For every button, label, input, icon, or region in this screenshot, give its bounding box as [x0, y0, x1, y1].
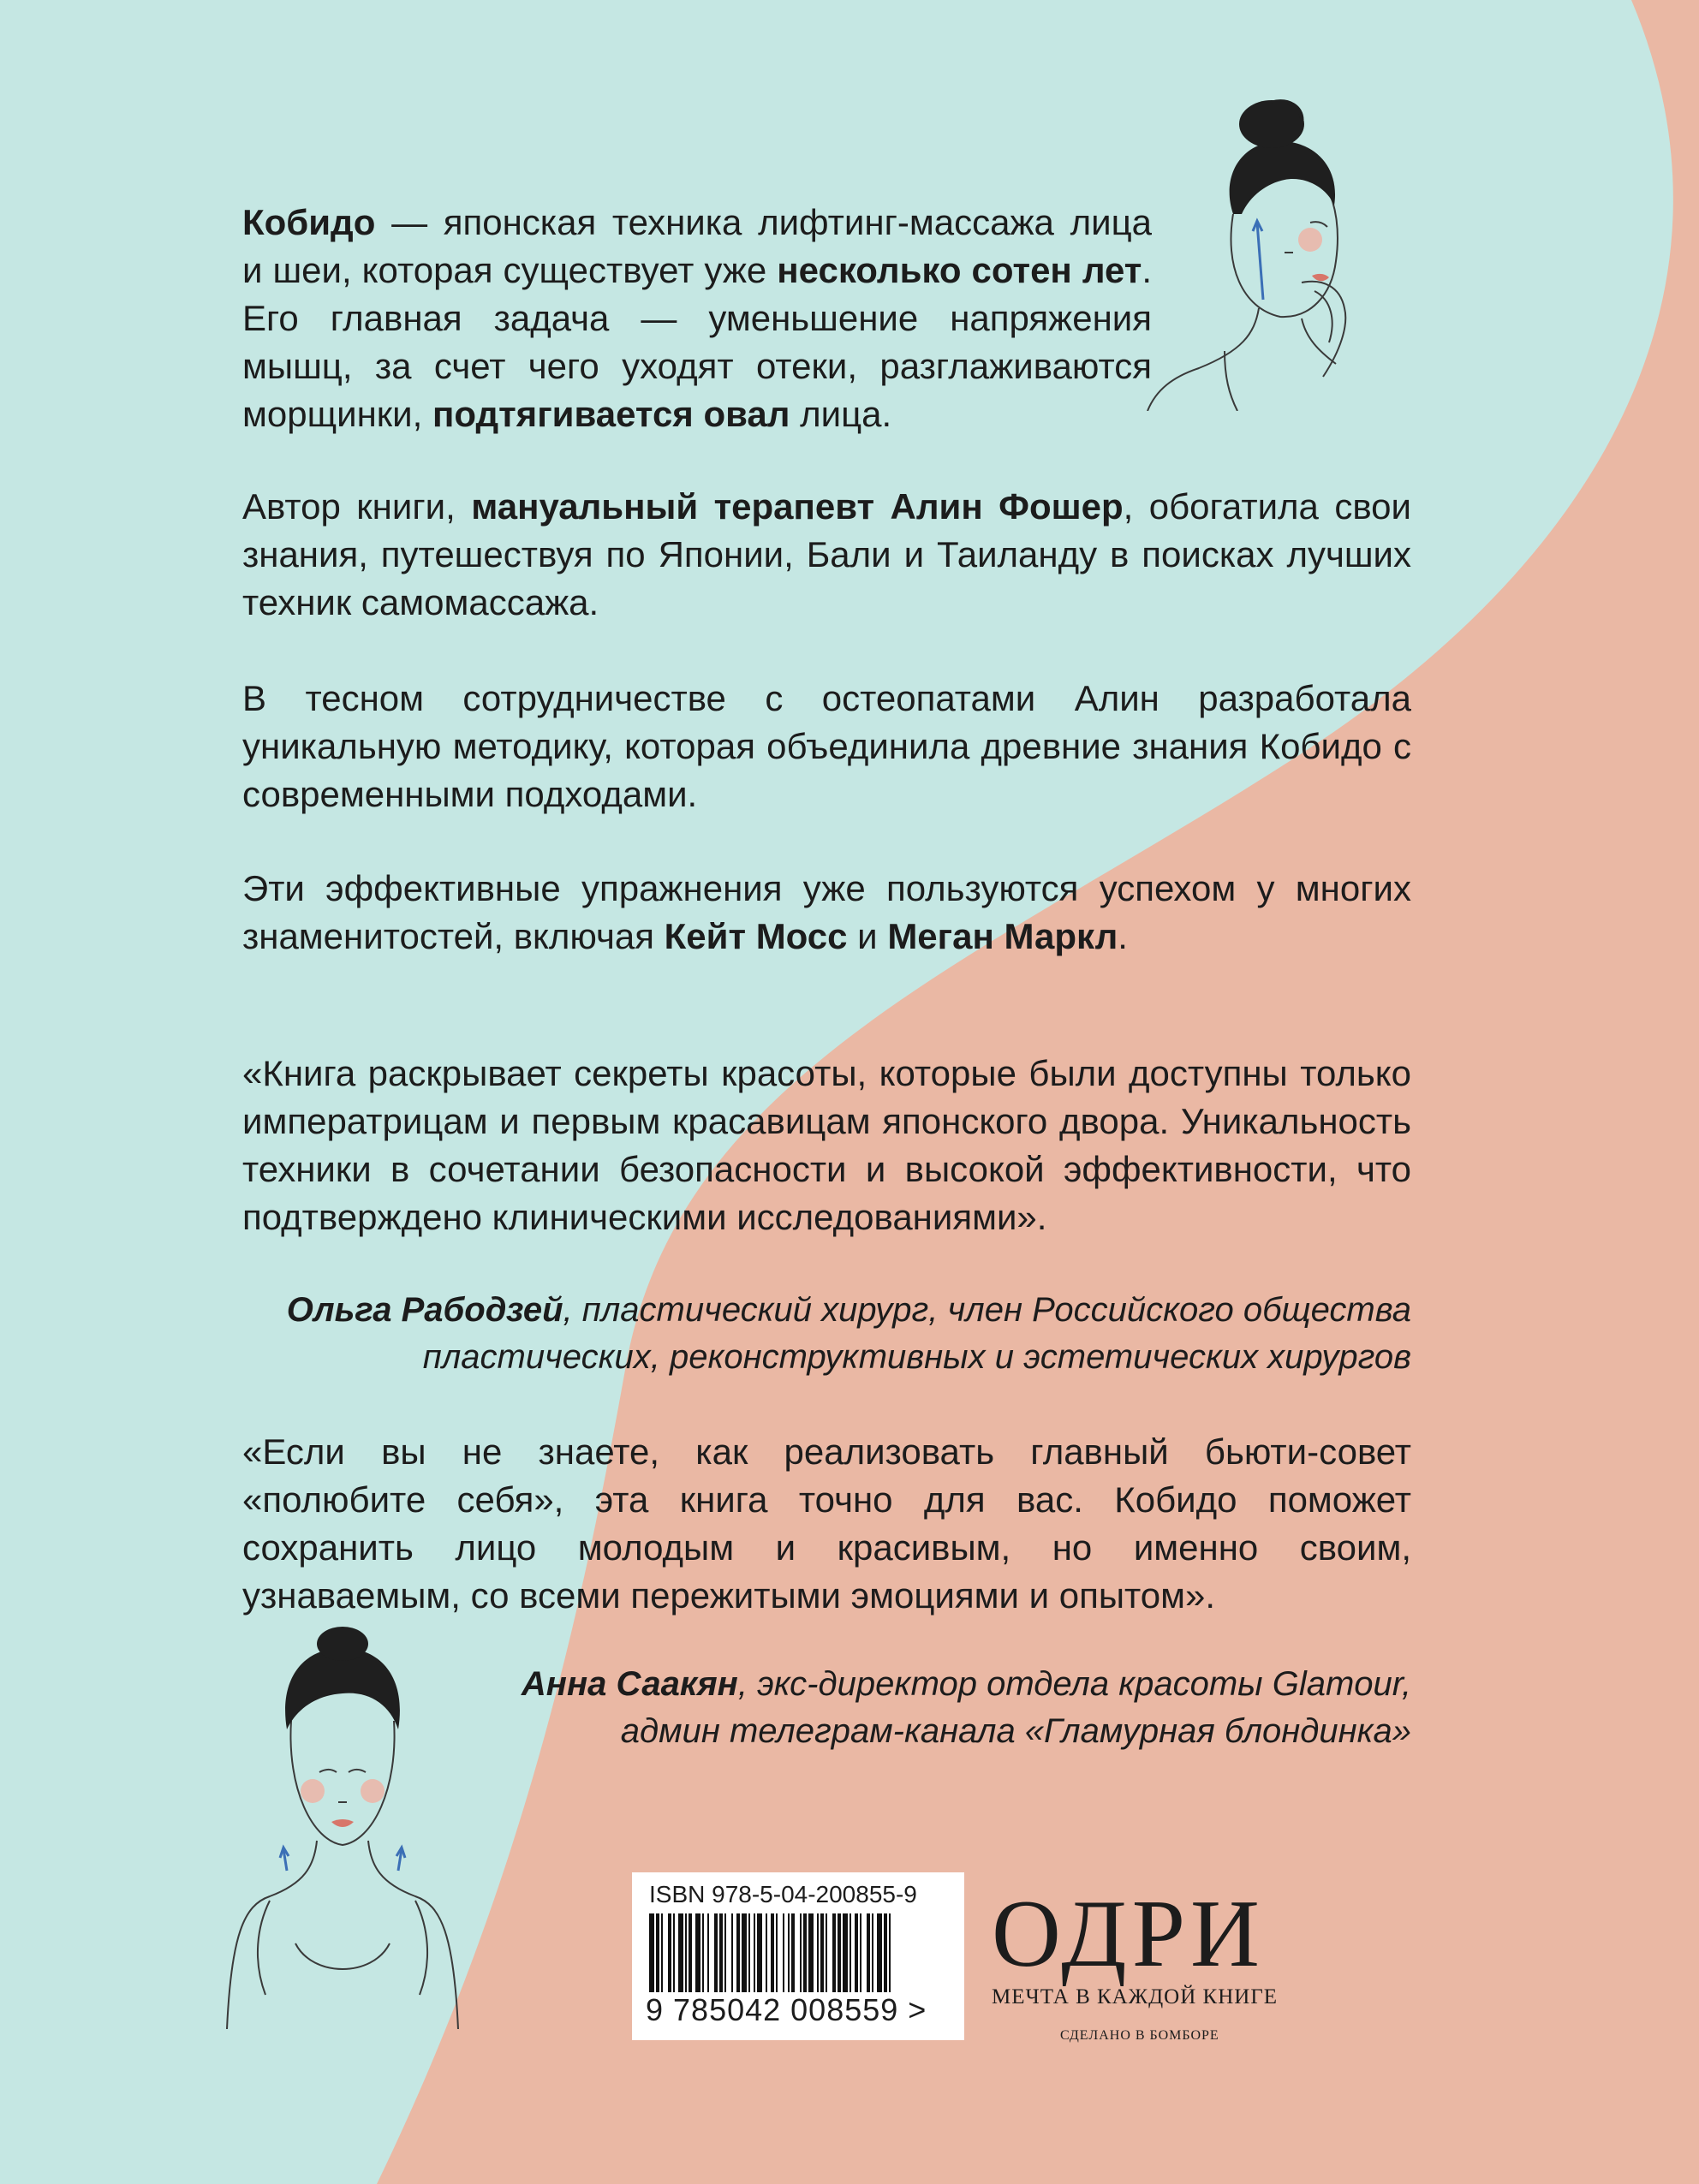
barcode-bar [736, 1913, 740, 1992]
barcode-bar [771, 1913, 774, 1992]
barcode-bar [783, 1913, 784, 1992]
publisher-slogan: МЕЧТА В КАЖДОЙ КНИГЕ [992, 1985, 1279, 2008]
barcode-bar [889, 1913, 891, 1992]
barcode-bar [776, 1913, 778, 1992]
barcode-bar [832, 1913, 836, 1992]
barcode-bar [817, 1913, 819, 1992]
term-kobido: Кобидо [242, 202, 376, 242]
woman-massaging-cheek-illustration [1130, 94, 1370, 411]
barcode-bar [649, 1913, 654, 1992]
barcode-bar [702, 1913, 704, 1992]
quote-text: «Книга раскрывает секреты красоты, которые были доступны только императрицам и первым красавицам японского двора. Уникальность техники в сочетании безопасности и высокой эффективности, что подтверждено клиническими исследованиями». [242, 1053, 1411, 1237]
barcode-bar [724, 1913, 726, 1992]
barcode-bar [808, 1913, 814, 1992]
barcode-bar [678, 1913, 683, 1992]
quote-1 [242, 1050, 1411, 1241]
barcode-bar [877, 1913, 882, 1992]
intro-text: Автор книги, [242, 486, 472, 527]
quote-author: Ольга Рабодзей [286, 1291, 563, 1329]
barcode-bar [872, 1913, 873, 1992]
intro-text: и [847, 916, 888, 956]
barcode-bar [860, 1913, 861, 1992]
barcode-bar [757, 1913, 762, 1992]
quote-2-attribution [242, 1661, 1411, 1755]
barcode-bar [826, 1913, 827, 1992]
quote-role: админ телеграм-канала «Гламурная блондинка» [620, 1712, 1411, 1750]
intro-text: — японская техника лифтинг-массажа лица и шеи, которая существует уже [242, 202, 1152, 290]
barcode-bar [855, 1913, 858, 1992]
celebrity-name: Меган Маркл [887, 916, 1118, 956]
isbn-barcode [632, 1872, 964, 2040]
quote-2 [242, 1428, 1411, 1620]
intro-paragraph-3 [242, 675, 1411, 818]
highlight-oval: подтягивается овал [432, 394, 790, 434]
quote-text: «Если вы не знаете, как реализовать главный бьюти-совет «полюбите себя», эта книга точно для вас. Кобидо поможет сохранить лицо молодым и красивым, но именно своим, узнаваемым, со всеми пережитыми эмоциями и опытом». [242, 1431, 1411, 1616]
quote-role: , пластический хирург, член Российского общества [563, 1291, 1411, 1329]
quote-1-attribution [242, 1287, 1411, 1381]
intro-text: В тесном сотрудничестве с остеопатами Алин разработала уникальную методику, которая объединила древние знания Кобидо с современными подходами. [242, 678, 1411, 814]
quote-role: , экс-директор отдела красоты Glamour, [737, 1665, 1411, 1703]
intro-paragraph-1 [242, 199, 1152, 438]
barcode-bar [754, 1913, 755, 1992]
intro-paragraph-4 [242, 865, 1411, 961]
intro-text: . Его главная задача — уменьшение напряжения мышц, за счет чего уходят отеки, разглаживаются морщинки, [242, 250, 1152, 434]
barcode-bar [714, 1913, 718, 1992]
barcode-bar [668, 1913, 671, 1992]
quote-role: пластических, реконструктивных и эстетических хирургов [422, 1338, 1411, 1376]
quote-author: Анна Саакян [521, 1665, 738, 1703]
publisher-logo [992, 1881, 1283, 2044]
intro-text: лица. [790, 394, 892, 434]
publisher-name: ОДРИ [992, 1881, 1265, 1987]
isbn-label: ISBN 978-5-04-200855-9 [649, 1881, 917, 1907]
intro-text: , обогатила свои знания, путешествуя по Японии, Бали и Таиланду в поисках лучших техник самомассажа. [242, 486, 1411, 622]
barcode-bar [695, 1913, 700, 1992]
barcode-bar [820, 1913, 824, 1992]
barcode-bar [661, 1913, 663, 1992]
barcode-bar [791, 1913, 795, 1992]
barcode-bar [867, 1913, 870, 1992]
barcode-bar [766, 1913, 767, 1992]
barcode-bar [656, 1913, 659, 1992]
celebrity-name: Кейт Мосс [664, 916, 848, 956]
barcode-bar [742, 1913, 747, 1992]
barcode-bar [719, 1913, 723, 1992]
barcode-digits: 9 785042 008559 > [646, 1992, 927, 2027]
barcode-bar [673, 1913, 675, 1992]
barcode-bars [649, 1913, 947, 1992]
barcode-bar [843, 1913, 848, 1992]
publisher-made: СДЕЛАНО В БОМБОРЕ [1060, 2028, 1219, 2043]
barcode-bar [689, 1913, 692, 1992]
barcode-bar [748, 1913, 750, 1992]
author-highlight: мануальный терапевт Алин Фошер [471, 486, 1124, 527]
barcode-bar [884, 1913, 887, 1992]
highlight-years: несколько сотен лет [777, 250, 1142, 290]
barcode-bar [707, 1913, 709, 1992]
barcode-bar [800, 1913, 802, 1992]
barcode-bar [850, 1913, 851, 1992]
barcode-bar [838, 1913, 841, 1992]
intro-paragraph-2 [242, 483, 1411, 627]
barcode-bar [803, 1913, 807, 1992]
barcode-bar [685, 1913, 687, 1992]
barcode-bar [731, 1913, 733, 1992]
barcode-bar [788, 1913, 790, 1992]
intro-text: Эти эффективные упражнения уже пользуются успехом у многих знаменитостей, включая [242, 868, 1411, 956]
intro-text: . [1118, 916, 1128, 956]
